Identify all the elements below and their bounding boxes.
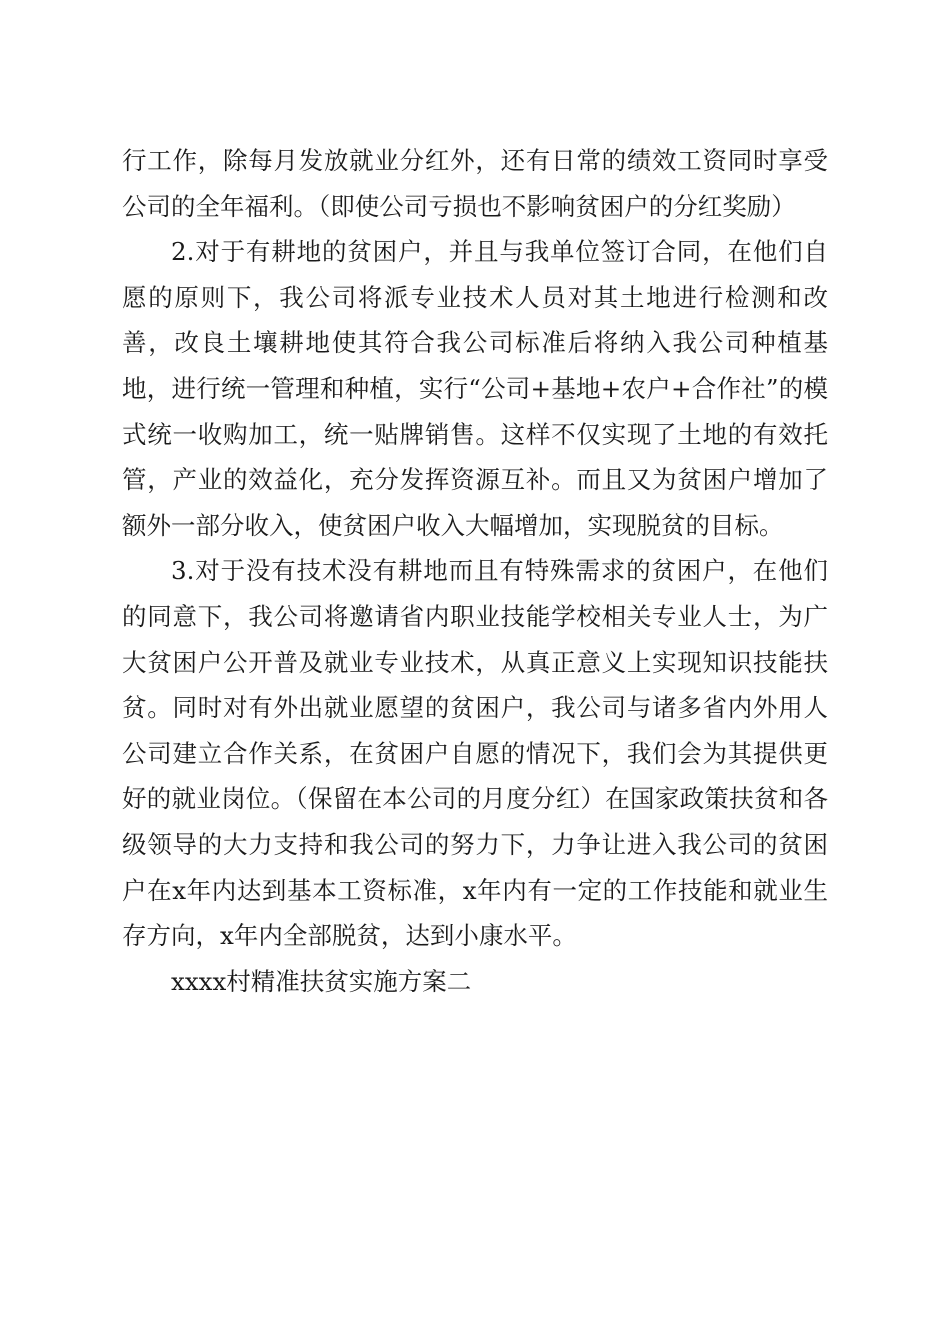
document-body <box>122 138 828 1004</box>
paragraph-continuation: 行工作，除每月发放就业分红外，还有日常的绩效工资同时享受公司的全年福利。（即使公司亏损也不影响贫困户的分红奖励） <box>122 146 828 221</box>
section-heading: xxxx村精准扶贫实施方案二 <box>171 966 472 996</box>
paragraph-item-2: 2.对于有耕地的贫困户，并且与我单位签订合同，在他们自愿的原则下，我公司将派专业技术人员对其土地进行检测和改善，改良土壤耕地使其符合我公司标准后将纳入我公司种植基地，进行统一管理和种植，实行“公司+基地+农户+合作社”的模式统一收购加工，统一贴牌销售。这样不仅实现了土地的有效托管，产业的效益化，充分发挥资源互补。而且又为贫困户增加了额外一部分收入，使贫困户收入大幅增加，实现脱贫的目标。 <box>122 237 828 540</box>
paragraph-item-3: 3.对于没有技术没有耕地而且有特殊需求的贫困户，在他们的同意下，我公司将邀请省内职业技能学校相关专业人士，为广大贫困户公开普及就业专业技术，从真正意义上实现知识技能扶贫。同时对有外出就业愿望的贫困户，我公司与诸多省内外用人公司建立合作关系，在贫困户自愿的情况下，我们会为其提供更好的就业岗位。（保留在本公司的月度分红）在国家政策扶贫和各级领导的大力支持和我公司的努力下，力争让进入我公司的贫困户在x年内达到基本工资标准，x年内有一定的工作技能和就业生存方向，x年内全部脱贫，达到小康水平。 <box>122 556 828 951</box>
